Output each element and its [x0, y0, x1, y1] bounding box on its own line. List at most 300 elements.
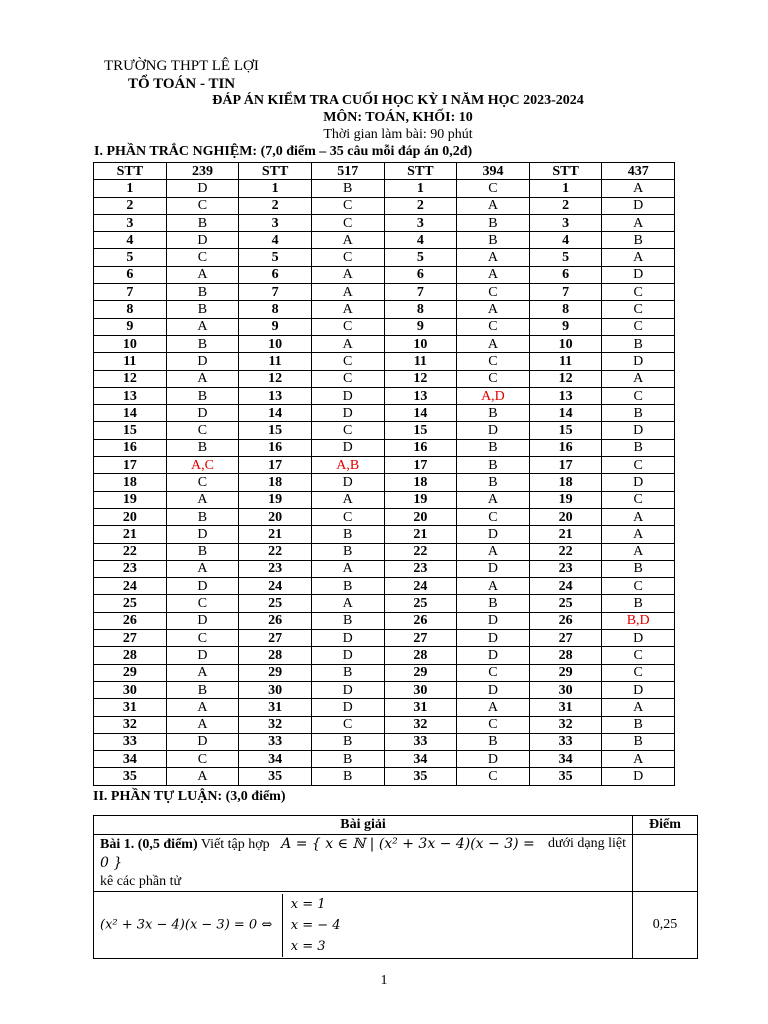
answer-437: D [602, 681, 675, 698]
question-number: 12 [529, 370, 602, 387]
set-expression: A = { x ∈ ℕ | (x² + 3x − 4)(x − 3) = 0 } [100, 836, 535, 871]
question-number: 24 [239, 578, 312, 595]
question-number: 16 [384, 439, 457, 456]
answer-437: A [602, 249, 675, 266]
root: x = − 4 [290, 917, 341, 933]
solution-header-row [94, 816, 698, 835]
answer-239: B [166, 543, 239, 560]
page-number: 1 [380, 973, 388, 988]
answer-517: C [311, 214, 384, 231]
answer-517: A [311, 595, 384, 612]
answer-437: D [602, 353, 675, 370]
question-number: 10 [384, 335, 457, 352]
answer-239: A [166, 491, 239, 508]
answer-517: C [311, 197, 384, 214]
question-number: 26 [384, 612, 457, 629]
table-row [94, 681, 675, 698]
question-number: 6 [384, 266, 457, 283]
question-number: 9 [94, 318, 167, 335]
question-score-cell [633, 835, 698, 892]
question-number: 32 [239, 716, 312, 733]
table-row [94, 508, 675, 525]
answer-517: B [311, 733, 384, 750]
question-number: 27 [239, 630, 312, 647]
answer-239: A [166, 664, 239, 681]
answer-table [93, 162, 675, 786]
table-row [94, 249, 675, 266]
answer-437: B,D [602, 612, 675, 629]
answer-239: C [166, 197, 239, 214]
question-row [94, 835, 698, 892]
question-number: 7 [94, 284, 167, 301]
answer-394: B [457, 733, 530, 750]
question-number: 11 [529, 353, 602, 370]
question-cell [94, 835, 633, 892]
question-number: 21 [239, 526, 312, 543]
answer-239: B [166, 301, 239, 318]
question-number: 20 [384, 508, 457, 525]
answer-437: A [602, 526, 675, 543]
question-number: 25 [529, 595, 602, 612]
section1-title: I. PHẦN TRẮC NGHIỆM: (7,0 điểm – 35 câu mỗi đáp án 0,2đ) [94, 144, 473, 159]
question-number: 9 [384, 318, 457, 335]
answer-517: B [311, 751, 384, 768]
question-number: 29 [94, 664, 167, 681]
question-number: 20 [94, 508, 167, 525]
answer-517: B [311, 664, 384, 681]
answer-394: D [457, 612, 530, 629]
answer-517: A [311, 232, 384, 249]
question-number: 12 [94, 370, 167, 387]
answer-239: C [166, 249, 239, 266]
question-number: 25 [94, 595, 167, 612]
question-number: 4 [94, 232, 167, 249]
answer-517: C [311, 716, 384, 733]
question-number: 8 [239, 301, 312, 318]
answer-437: C [602, 578, 675, 595]
answer-517: D [311, 387, 384, 404]
col-header: 517 [311, 163, 384, 180]
answer-394: A [457, 699, 530, 716]
question-number: 24 [384, 578, 457, 595]
answer-239: A [166, 560, 239, 577]
question-number: 32 [529, 716, 602, 733]
col-header: STT [94, 163, 167, 180]
table-row [94, 422, 675, 439]
question-number: 15 [384, 422, 457, 439]
answer-239: C [166, 422, 239, 439]
question-number: 30 [239, 681, 312, 698]
answer-517: B [311, 180, 384, 197]
question-number: 22 [529, 543, 602, 560]
answer-239: B [166, 284, 239, 301]
answer-437: C [602, 647, 675, 664]
answer-517: C [311, 370, 384, 387]
question-number: 29 [384, 664, 457, 681]
answer-437: A [602, 508, 675, 525]
question-tail-2: kê các phần tử [100, 874, 182, 889]
col-header: STT [529, 163, 602, 180]
question-number: 31 [239, 699, 312, 716]
root: x = 3 [290, 938, 326, 954]
answer-437: D [602, 197, 675, 214]
answer-394: C [457, 353, 530, 370]
question-number: 2 [529, 197, 602, 214]
answer-517: A [311, 560, 384, 577]
question-number: 22 [239, 543, 312, 560]
answer-517: B [311, 578, 384, 595]
answer-394: B [457, 474, 530, 491]
question-number: 10 [239, 335, 312, 352]
document-title: ĐÁP ÁN KIỂM TRA CUỐI HỌC KỲ I NĂM HỌC 2023-2024 [212, 93, 584, 108]
answer-239: B [166, 439, 239, 456]
answer-437: D [602, 768, 675, 785]
answer-517: C [311, 249, 384, 266]
answer-437: A [602, 214, 675, 231]
question-number: 25 [384, 595, 457, 612]
table-row [94, 266, 675, 283]
answer-394: A [457, 335, 530, 352]
question-number: 17 [529, 457, 602, 474]
answer-239: B [166, 508, 239, 525]
answer-517: C [311, 422, 384, 439]
table-row [94, 318, 675, 335]
table-row [94, 526, 675, 543]
question-number: 33 [239, 733, 312, 750]
question-number: 16 [529, 439, 602, 456]
question-number: 32 [384, 716, 457, 733]
answer-394: D [457, 526, 530, 543]
question-number: 26 [529, 612, 602, 629]
question-number: 5 [384, 249, 457, 266]
question-number: 3 [529, 214, 602, 231]
answer-437: D [602, 266, 675, 283]
answer-239: C [166, 751, 239, 768]
answer-394: B [457, 595, 530, 612]
answer-239: C [166, 630, 239, 647]
question-number: 25 [239, 595, 312, 612]
answer-517: B [311, 543, 384, 560]
question-number: 12 [384, 370, 457, 387]
question-number: 17 [94, 457, 167, 474]
answer-394: D [457, 560, 530, 577]
answer-437: A [602, 543, 675, 560]
answer-239: C [166, 474, 239, 491]
table-row [94, 647, 675, 664]
question-number: 3 [384, 214, 457, 231]
answer-437: C [602, 457, 675, 474]
answer-394: A [457, 543, 530, 560]
question-number: 23 [94, 560, 167, 577]
answer-239: A [166, 318, 239, 335]
table-row [94, 612, 675, 629]
answer-239: D [166, 526, 239, 543]
question-number: 16 [239, 439, 312, 456]
answer-394: D [457, 751, 530, 768]
answer-517: D [311, 681, 384, 698]
question-number: 18 [239, 474, 312, 491]
answer-517: C [311, 508, 384, 525]
question-number: 21 [384, 526, 457, 543]
question-number: 31 [94, 699, 167, 716]
question-number: 27 [529, 630, 602, 647]
question-number: 9 [239, 318, 312, 335]
question-number: 24 [94, 578, 167, 595]
answer-394: C [457, 180, 530, 197]
table-row [94, 387, 675, 404]
question-number: 8 [94, 301, 167, 318]
question-number: 31 [384, 699, 457, 716]
answer-239: B [166, 681, 239, 698]
answer-437: C [602, 387, 675, 404]
answer-437: B [602, 733, 675, 750]
question-number: 31 [529, 699, 602, 716]
answer-437: C [602, 318, 675, 335]
answer-394: B [457, 457, 530, 474]
answer-517: C [311, 353, 384, 370]
answer-394: A [457, 301, 530, 318]
table-row [94, 543, 675, 560]
table-row [94, 232, 675, 249]
question-number: 23 [529, 560, 602, 577]
answer-cell [94, 892, 633, 959]
question-number: 23 [239, 560, 312, 577]
question-number: 20 [239, 508, 312, 525]
table-row [94, 699, 675, 716]
answer-517: D [311, 405, 384, 422]
table-row [94, 474, 675, 491]
answer-row [94, 892, 698, 959]
question-number: 19 [239, 491, 312, 508]
question-number: 3 [94, 214, 167, 231]
question-number: 32 [94, 716, 167, 733]
question-number: 34 [239, 751, 312, 768]
table-row [94, 335, 675, 352]
solution-header: Bài giải [94, 816, 633, 835]
section2-title: II. PHẦN TỰ LUẬN: (3,0 điểm) [93, 789, 286, 804]
table-row [94, 751, 675, 768]
question-number: 9 [529, 318, 602, 335]
answer-437: B [602, 232, 675, 249]
col-header: STT [384, 163, 457, 180]
question-number: 1 [239, 180, 312, 197]
question-number: 11 [239, 353, 312, 370]
answer-239: B [166, 214, 239, 231]
duration-line: Thời gian làm bài: 90 phút [323, 127, 473, 142]
answer-437: C [602, 491, 675, 508]
answer-394: C [457, 664, 530, 681]
answer-437: A [602, 180, 675, 197]
table-row [94, 197, 675, 214]
question-number: 7 [529, 284, 602, 301]
question-number: 17 [239, 457, 312, 474]
table-row [94, 595, 675, 612]
answer-239: D [166, 647, 239, 664]
question-number: 15 [529, 422, 602, 439]
question-number: 34 [94, 751, 167, 768]
answer-239: D [166, 733, 239, 750]
question-number: 7 [239, 284, 312, 301]
answer-239: D [166, 578, 239, 595]
root: x = 1 [290, 896, 326, 912]
question-number: 4 [529, 232, 602, 249]
question-number: 12 [239, 370, 312, 387]
question-number: 15 [94, 422, 167, 439]
answer-517: C [311, 318, 384, 335]
answer-394: C [457, 768, 530, 785]
question-label: Bài 1. (0,5 điểm) [100, 837, 198, 852]
answer-394: C [457, 284, 530, 301]
table-row [94, 370, 675, 387]
question-number: 22 [384, 543, 457, 560]
question-number: 1 [384, 180, 457, 197]
question-number: 2 [94, 197, 167, 214]
answer-437: B [602, 335, 675, 352]
answer-239: B [166, 387, 239, 404]
answer-table-header [94, 163, 675, 180]
answer-517: B [311, 612, 384, 629]
question-number: 35 [529, 768, 602, 785]
answer-239: A [166, 699, 239, 716]
table-row [94, 301, 675, 318]
question-number: 1 [94, 180, 167, 197]
answer-437: B [602, 560, 675, 577]
table-row [94, 716, 675, 733]
question-number: 18 [94, 474, 167, 491]
question-number: 26 [239, 612, 312, 629]
table-row [94, 353, 675, 370]
question-tail-1: dưới dạng liệt [548, 836, 626, 851]
answer-517: D [311, 647, 384, 664]
table-row [94, 664, 675, 681]
answer-394: A [457, 491, 530, 508]
answer-437: D [602, 630, 675, 647]
answer-437: A [602, 699, 675, 716]
question-number: 6 [94, 266, 167, 283]
subject-line: MÔN: TOÁN, KHỐI: 10 [323, 110, 473, 125]
question-number: 14 [94, 405, 167, 422]
question-number: 13 [384, 387, 457, 404]
question-number: 1 [529, 180, 602, 197]
question-number: 4 [239, 232, 312, 249]
answer-517: A [311, 335, 384, 352]
question-number: 33 [94, 733, 167, 750]
answer-437: A [602, 751, 675, 768]
department-name: TỔ TOÁN - TIN [128, 76, 236, 92]
answer-394: D [457, 422, 530, 439]
question-number: 27 [94, 630, 167, 647]
question-text: Viết tập hợp [200, 837, 270, 852]
table-row [94, 578, 675, 595]
question-number: 5 [239, 249, 312, 266]
question-number: 19 [384, 491, 457, 508]
question-number: 3 [239, 214, 312, 231]
question-number: 21 [529, 526, 602, 543]
answer-517: B [311, 768, 384, 785]
table-row [94, 630, 675, 647]
question-number: 8 [529, 301, 602, 318]
answer-394: B [457, 439, 530, 456]
question-number: 33 [529, 733, 602, 750]
col-header: STT [239, 163, 312, 180]
question-number: 5 [529, 249, 602, 266]
answer-437: B [602, 716, 675, 733]
school-name: TRƯỜNG THPT LÊ LỢI [104, 58, 259, 74]
answer-table-body [94, 180, 675, 785]
question-number: 28 [94, 647, 167, 664]
answer-239: C [166, 595, 239, 612]
question-number: 18 [529, 474, 602, 491]
answer-394: B [457, 232, 530, 249]
question-number: 5 [94, 249, 167, 266]
answer-394: C [457, 370, 530, 387]
table-row [94, 180, 675, 197]
answer-437: B [602, 405, 675, 422]
answer-394: D [457, 681, 530, 698]
question-number: 23 [384, 560, 457, 577]
question-number: 19 [529, 491, 602, 508]
question-number: 10 [529, 335, 602, 352]
answer-517: A [311, 301, 384, 318]
question-number: 28 [384, 647, 457, 664]
answer-239: B [166, 335, 239, 352]
question-number: 11 [384, 353, 457, 370]
answer-239: A [166, 266, 239, 283]
answer-437: B [602, 439, 675, 456]
answer-437: A [602, 370, 675, 387]
question-number: 15 [239, 422, 312, 439]
answer-score: 0,25 [633, 892, 698, 959]
answer-239: D [166, 232, 239, 249]
answer-437: B [602, 595, 675, 612]
answer-394: B [457, 405, 530, 422]
question-number: 11 [94, 353, 167, 370]
question-number: 13 [94, 387, 167, 404]
question-number: 28 [239, 647, 312, 664]
answer-239: A [166, 716, 239, 733]
question-number: 14 [384, 405, 457, 422]
answer-239: A [166, 370, 239, 387]
answer-239: D [166, 405, 239, 422]
table-row [94, 560, 675, 577]
answer-394: D [457, 647, 530, 664]
answer-394: C [457, 318, 530, 335]
table-row [94, 214, 675, 231]
answer-239: A [166, 768, 239, 785]
question-number: 35 [384, 768, 457, 785]
question-number: 18 [384, 474, 457, 491]
answer-517: A [311, 266, 384, 283]
question-number: 30 [384, 681, 457, 698]
table-row [94, 439, 675, 456]
question-number: 30 [94, 681, 167, 698]
question-number: 28 [529, 647, 602, 664]
question-number: 2 [239, 197, 312, 214]
answer-394: C [457, 716, 530, 733]
answer-437: C [602, 664, 675, 681]
answer-239: D [166, 612, 239, 629]
question-number: 8 [384, 301, 457, 318]
answer-239: D [166, 353, 239, 370]
equation: (x² + 3x − 4)(x − 3) = 0 ⇔ [100, 917, 273, 933]
question-number: 4 [384, 232, 457, 249]
solution-table [93, 815, 698, 959]
answer-394: A,D [457, 387, 530, 404]
score-header: Điểm [633, 816, 698, 835]
answer-437: D [602, 422, 675, 439]
answer-394: A [457, 197, 530, 214]
answer-517: A [311, 491, 384, 508]
